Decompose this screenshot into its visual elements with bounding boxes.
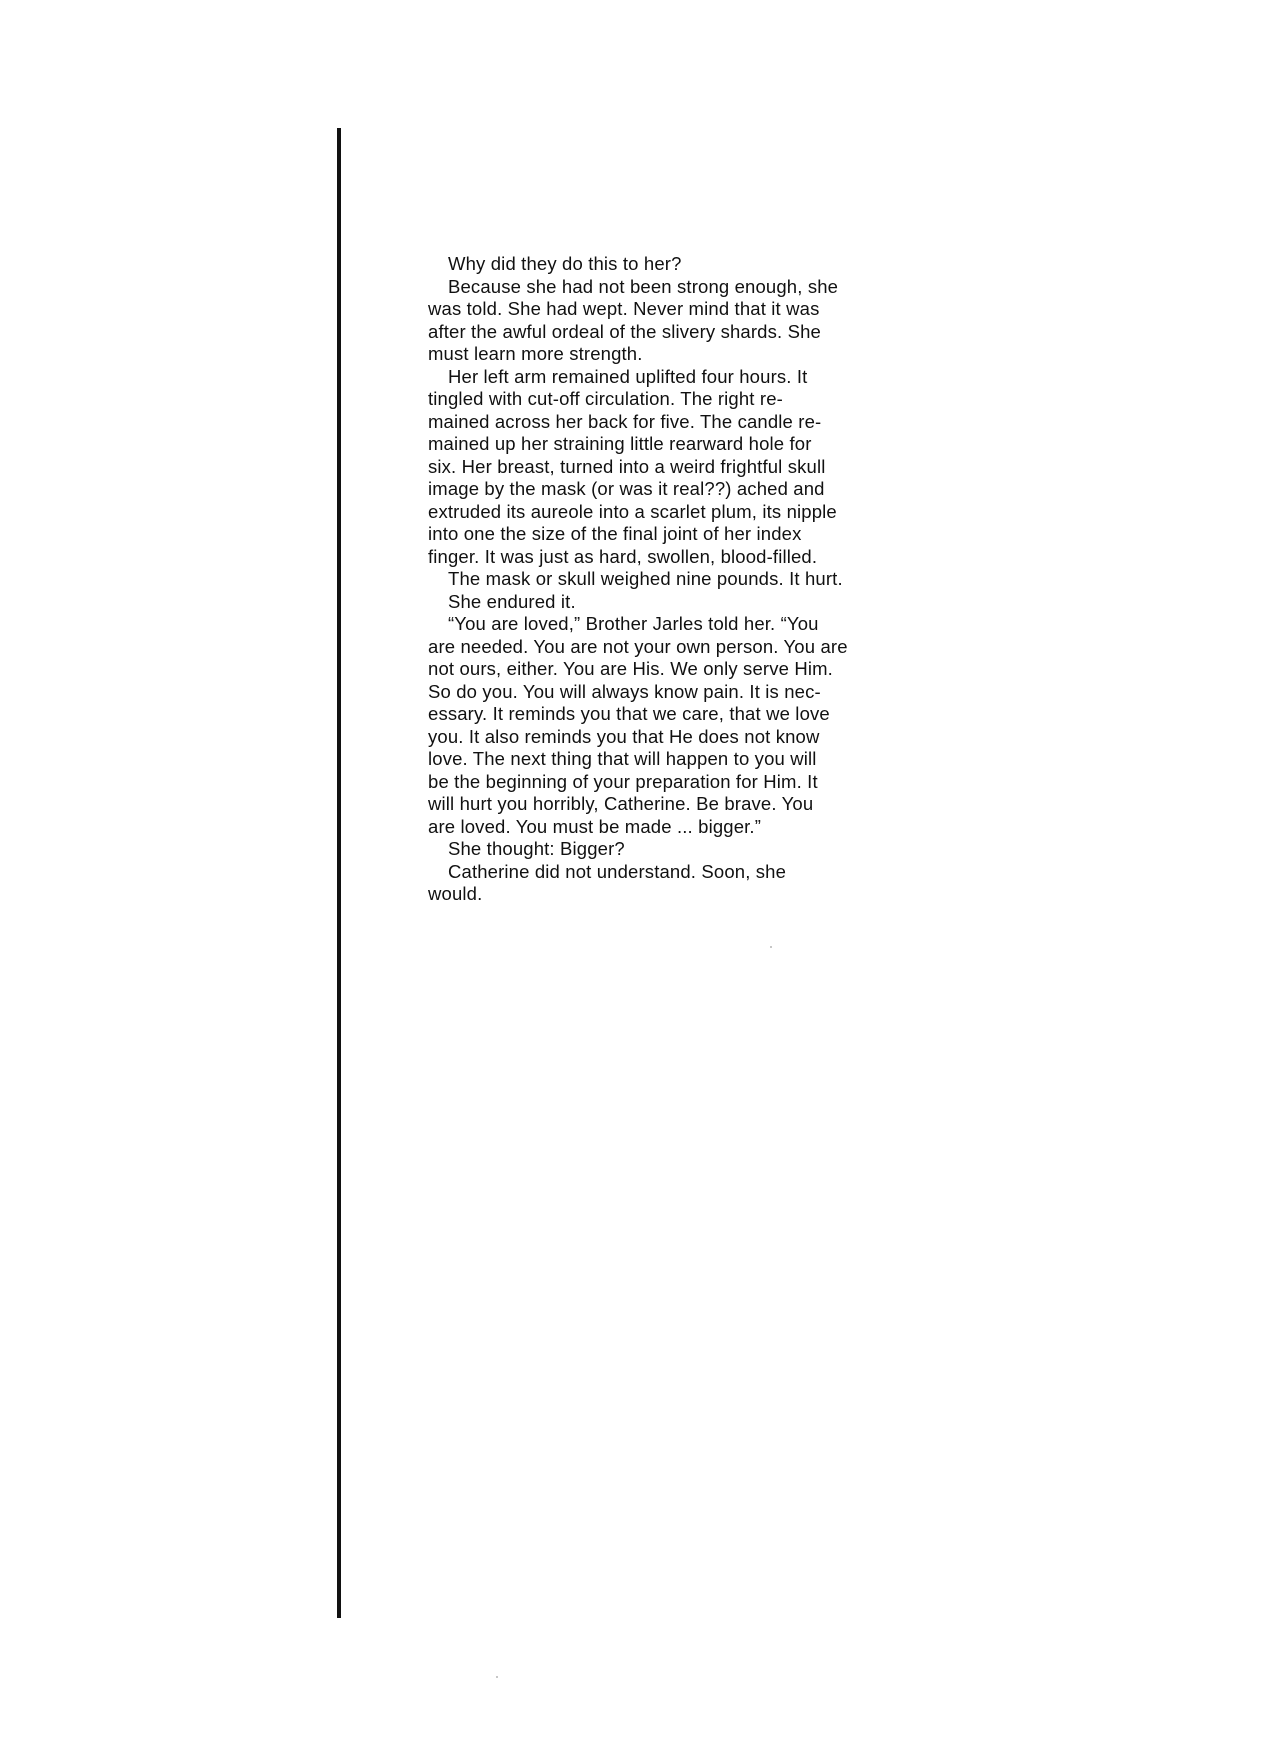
text-line: extruded its aureole into a scarlet plum, its nipple xyxy=(428,500,837,522)
text-line: love. The next thing that will happen to you will xyxy=(428,748,817,769)
scan-speck xyxy=(496,1676,498,1678)
text-line: must learn more strength. xyxy=(428,343,643,364)
text-line: six. Her breast, turned into a weird frightful skull xyxy=(428,455,826,477)
text-line: Her left arm remained uplifted four hours. It xyxy=(448,365,808,387)
text-line: So do you. You will always know pain. It is nec- xyxy=(428,680,821,702)
body-text xyxy=(428,253,928,906)
text-line: mained up her straining little rearward hole for xyxy=(428,433,812,454)
text-line: you. It also reminds you that He does not know xyxy=(428,725,820,747)
text-line: “You are loved,” Brother Jarles told her. “You xyxy=(448,613,819,634)
text-line: image by the mask (or was it real??) ached and xyxy=(428,478,825,499)
text-line: Catherine did not understand. Soon, she xyxy=(448,860,787,882)
text-line: Because she had not been strong enough, she xyxy=(448,275,839,297)
text-line: Why did they do this to her? xyxy=(448,253,682,274)
text-line: mained across her back for five. The candle re- xyxy=(428,410,822,432)
text-line: tingled with cut-off circulation. The right re- xyxy=(428,388,783,409)
text-line: are loved. You must be made ... bigger.” xyxy=(428,815,762,837)
text-line: essary. It reminds you that we care, that we love xyxy=(428,703,830,724)
text-line: are needed. You are not your own person. You are xyxy=(428,635,848,657)
text-line: into one the size of the final joint of her index xyxy=(428,523,802,544)
text-line: She endured it. xyxy=(448,590,576,612)
text-line: was told. She had wept. Never mind that it was xyxy=(428,298,820,319)
text-line: She thought: Bigger? xyxy=(448,838,625,859)
text-line: would. xyxy=(428,883,483,904)
text-line: will hurt you horribly, Catherine. Be brave. You xyxy=(428,793,814,814)
scan-speck xyxy=(770,946,772,948)
vertical-rule xyxy=(337,128,341,1618)
text-line: The mask or skull weighed nine pounds. It hurt. xyxy=(448,568,843,589)
text-line: finger. It was just as hard, swollen, blood-filled. xyxy=(428,545,818,567)
text-line: be the beginning of your preparation for Him. It xyxy=(428,770,818,792)
text-line: not ours, either. You are His. We only serve Him. xyxy=(428,658,833,679)
text-line: after the awful ordeal of the slivery shards. She xyxy=(428,320,821,342)
